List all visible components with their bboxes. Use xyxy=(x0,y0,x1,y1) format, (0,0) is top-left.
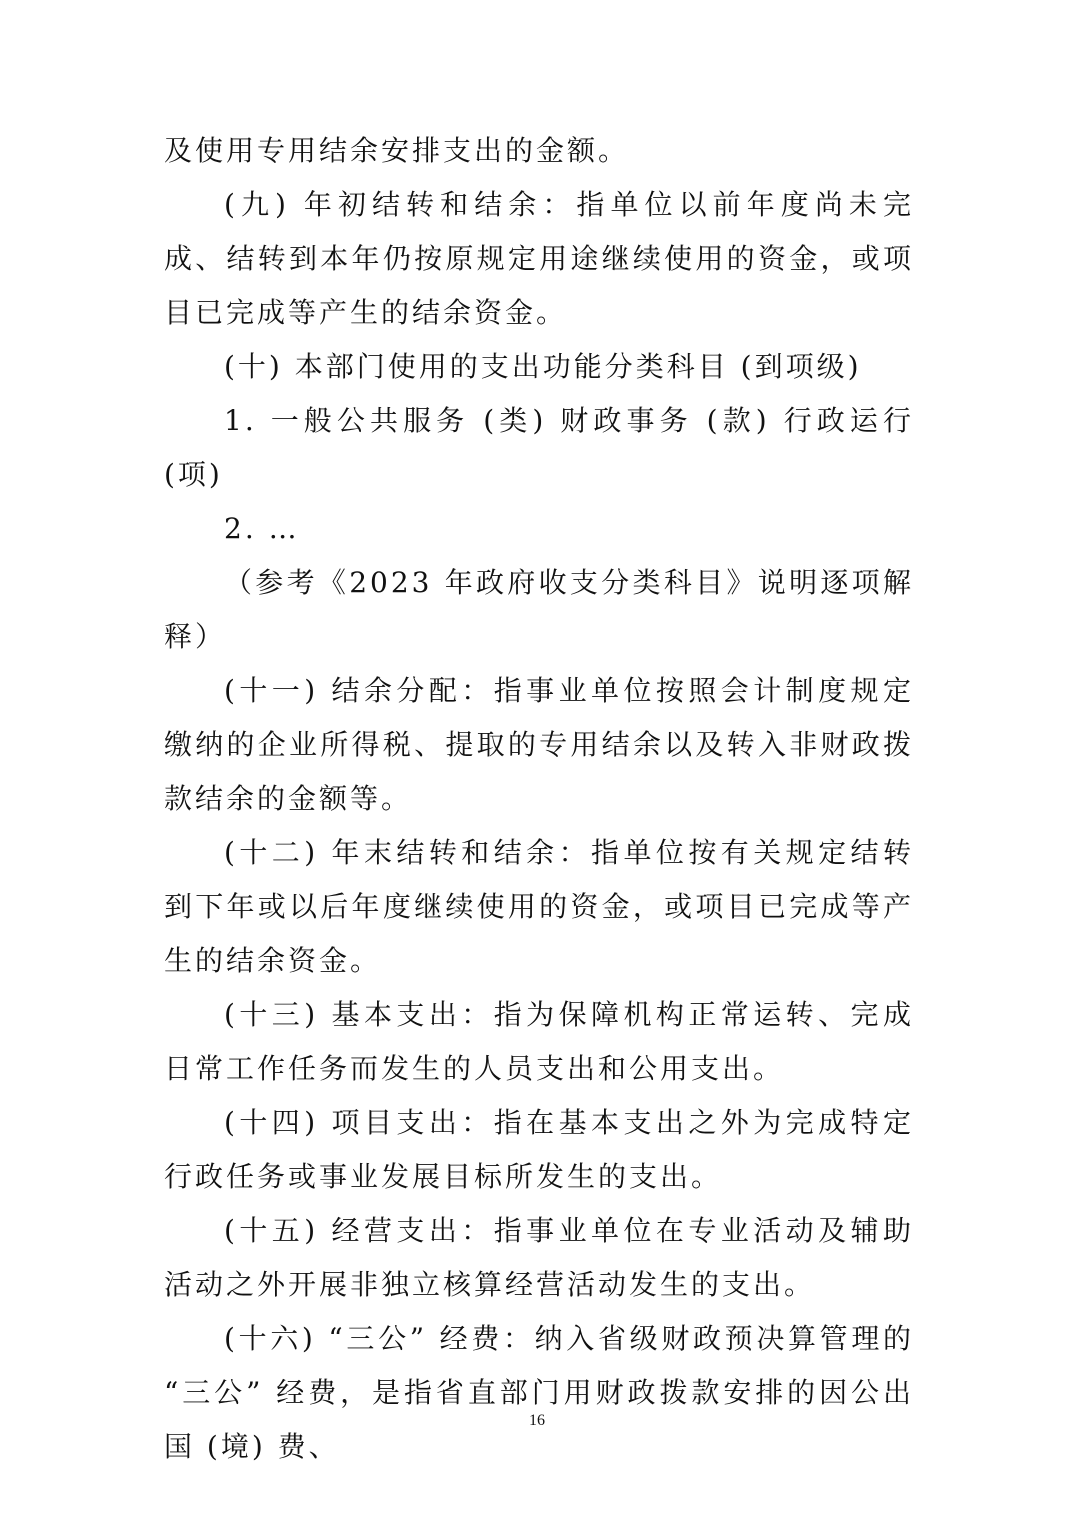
paragraph-item-13: (十三) 基本支出：指为保障机构正常运转、完成日常工作任务而发生的人员支出和公用支出。 xyxy=(164,998,914,1085)
paragraph-continuation: 及使用专用结余安排支出的金额。 xyxy=(164,134,630,167)
page-number: 16 xyxy=(529,1412,545,1429)
paragraph-item-14: (十四) 项目支出：指在基本支出之外为完成特定行政任务或事业发展目标所发生的支出。 xyxy=(164,1106,914,1193)
paragraph-item-11: (十一) 结余分配：指事业单位按照会计制度规定缴纳的企业所得税、提取的专用结余以及转入非财政拨款结余的金额等。 xyxy=(164,674,914,815)
paragraph-item-9: (九) 年初结转和结余：指单位以前年度尚未完成、结转到本年仍按原规定用途继续使用的资金，或项目已完成等产生的结余资金。 xyxy=(164,188,914,329)
paragraph-subitem-1: 1. 一般公共服务 (类) 财政事务 (款) 行政运行 (项) xyxy=(164,404,914,491)
paragraph-item-15: (十五) 经营支出：指事业单位在专业活动及辅助活动之外开展非独立核算经营活动发生的支出。 xyxy=(164,1214,914,1301)
document-body xyxy=(164,124,914,1474)
paragraph-item-16: (十六) “三公” 经费：纳入省级财政预决算管理的 “三公” 经费，是指省直部门用财政拨款安排的因公出国 (境) 费、 xyxy=(164,1322,914,1463)
paragraph-subitem-2: 2. … xyxy=(224,512,300,545)
paragraph-item-10: (十) 本部门使用的支出功能分类科目 (到项级) xyxy=(224,350,862,383)
paragraph-item-12: (十二) 年末结转和结余：指单位按有关规定结转到下年或以后年度继续使用的资金，或项目已完成等产生的结余资金。 xyxy=(164,836,914,977)
paragraph-reference-note: （参考《2023 年政府收支分类科目》说明逐项解释） xyxy=(164,566,914,653)
